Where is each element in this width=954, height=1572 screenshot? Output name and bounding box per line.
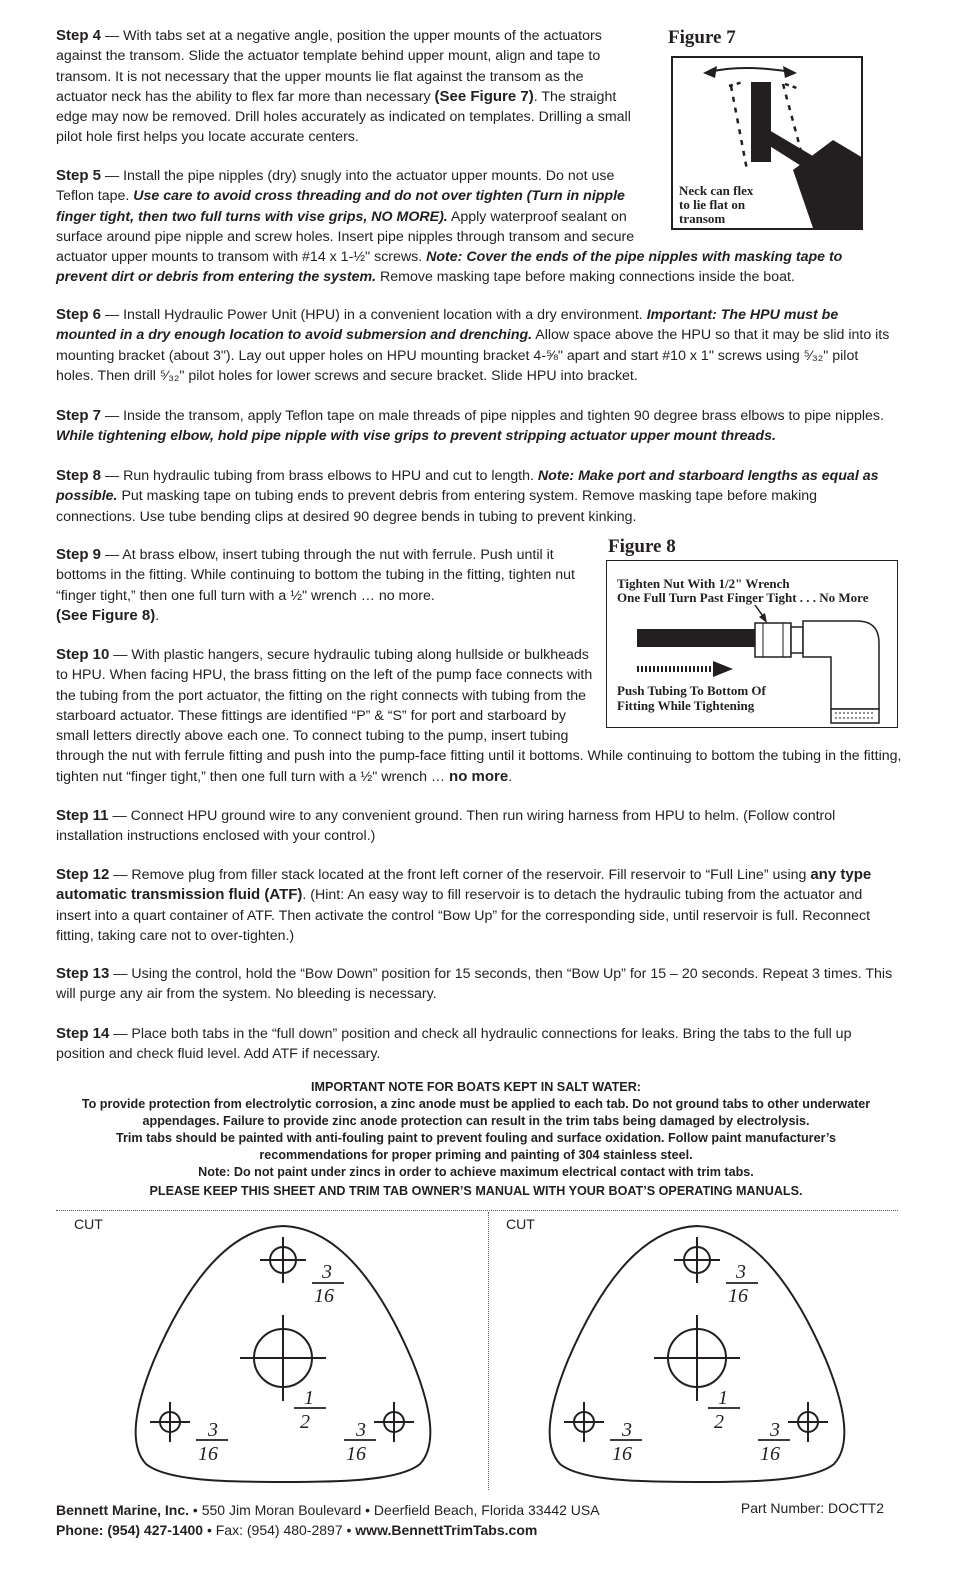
- step-14: [56, 1024, 894, 1065]
- step-13: [56, 964, 894, 1005]
- figure-8-bottom-caption-1: Push Tubing To Bottom Of: [617, 683, 766, 698]
- step-text: any type automatic transmission fluid (ATF): [56, 866, 872, 904]
- left-size-num: 3: [622, 1419, 632, 1441]
- right-size-num: 3: [356, 1419, 366, 1441]
- phone-number: Phone: (954) 427-1400: [56, 1522, 204, 1538]
- center-size-num: 1: [304, 1387, 314, 1409]
- step-text: (See Figure 8): [56, 606, 156, 624]
- footer-address-line: [56, 1500, 600, 1520]
- note-line-1: IMPORTANT NOTE FOR BOATS KEPT IN SALT WATER:: [311, 1080, 641, 1094]
- step-text: Allow space above the HPU so that it may be slid into its mounting bracket (about 3"). Lay out upper holes on HPU mounting bracket 4-⅝" apart and start #10 x 1" screws using ⁵⁄₃₂" pilot holes. Then drill ⁵⁄₃₂" pilot holes for lower screws and secure bracket. Slide HPU into bracket.: [56, 327, 890, 384]
- figure-7-caption-2: to lie flat on: [679, 197, 746, 212]
- step-label: Step 13: [56, 965, 110, 982]
- salt-water-note: [40, 1079, 912, 1200]
- note-line-5: recommendations for proper priming and painting of 304 stainless steel.: [259, 1148, 693, 1162]
- step-text: . (Hint: An easy way to fill reservoir is to detach the hydraulic tubing from the actuator and insert into a quart container of ATF. Then activate the control “Bow Up” for the corresponding side, until reservoir is full. Reconnect fitting, taking care not to over-tighten.): [56, 887, 871, 944]
- step-text: . The straight edge may now be removed. Drill holes accurately as indicated on templates. Drilling a small pilot hole first helps you locate accurate centers.: [56, 88, 631, 146]
- step-label: Step 9: [56, 546, 102, 563]
- drill-template-left: [130, 1220, 440, 1489]
- step-text: — Using the control, hold the “Bow Down” position for 15 seconds, then “Bow Up” for 15 – 20 seconds. Repeat 3 times. This will purge any air from the system. No bleeding is necessary.: [56, 966, 893, 1003]
- note-line-4: Trim tabs should be painted with anti-fouling paint to prevent fouling and surface oxidation. Follow paint manufacturer’s: [116, 1131, 836, 1145]
- step-4: [56, 26, 638, 148]
- step-text: (See Figure 7): [434, 87, 534, 105]
- left-size-den: 16: [612, 1443, 632, 1465]
- step-text: Note: Make port and starboard lengths as equal as possible.: [56, 468, 879, 505]
- step-text: — With plastic hangers, secure hydraulic tubing along hullside or bulkheads to HPU. When facing HPU, the brass fitting on the left of the pump face connects with the tubing from the port actuator, the fitting on the right connects with tubing from the starboard actuator. These fittings are identified “P” & “S” for port and starboard by small letters directly above each one. To connect tubing to the pump, insert tubing through the nut with ferrule fitting and push into the pump-face fitting until it bottoms. While continuing to bottom the tubing in the fitting, tighten nut “finger tight,” then one full turn with a ½" wrench …: [56, 647, 902, 785]
- figure-8-bottom-caption-2: Fitting While Tightening: [617, 698, 755, 713]
- step-label: Step 10: [56, 646, 110, 663]
- step-text: Note: Cover the ends of the pipe nipples with masking tape to prevent dirt or debris from entering the system.: [56, 249, 843, 286]
- step-text: no more: [449, 767, 509, 785]
- figure-8-illustration: [606, 560, 898, 728]
- step-text: — Inside the transom, apply Teflon tape on male threads of pipe nipples and tighten 90 degree brass elbows to pipe nipples.: [101, 408, 884, 424]
- cut-line-horizontal: [56, 1210, 898, 1211]
- left-size-den: 16: [198, 1443, 218, 1465]
- hole-right: [374, 1402, 414, 1442]
- step-text: Use care to avoid cross threading and do not over tighten (Turn in nipple finger tight, then two full turns with vise grips, NO MORE).: [56, 188, 625, 225]
- step-label: Step 11: [56, 807, 109, 824]
- footer-contact-line: [56, 1520, 537, 1540]
- website-link[interactable]: www.BennettTrimTabs.com: [355, 1522, 538, 1538]
- step-text: Apply waterproof sealant on surface around pipe nipple and screw holes. Insert pipe nipples through transom and secure actuator upper mounts to transom with #14 x 1-½" screws.: [56, 208, 635, 266]
- step-text: — Connect HPU ground wire to any convenient ground. Then run wiring harness from HPU to helm. (Follow control installation instructions enclosed with your control.): [56, 808, 836, 845]
- figure-8-top-caption-1: Tighten Nut With 1/2" Wrench: [617, 576, 790, 591]
- step-text: — With tabs set at a negative angle, position the upper mounts of the actuators against the transom. Slide the actuator template behind upper mount, align and tape to transom. It is not necessary that the upper mounts lie flat against the transom as the actuator neck has the ability to flex far more than necessary: [56, 28, 602, 105]
- step-12: [56, 865, 894, 946]
- step-11: [56, 806, 894, 847]
- note-line-3: appendages. Failure to provide zinc anode protection can result in the trim tabs being damaged by electrolysis.: [142, 1114, 810, 1128]
- part-number: Part Number: DOCTT2: [740, 1500, 884, 1516]
- right-size-den: 16: [760, 1443, 780, 1465]
- actuator-flex-diagram: [673, 58, 861, 228]
- figure-7-title: Figure 7: [668, 27, 736, 48]
- drill-template-right: [544, 1220, 854, 1489]
- step-label: Step 7: [56, 407, 102, 424]
- cut-label-right: CUT: [506, 1216, 535, 1232]
- right-size-den: 16: [346, 1443, 366, 1465]
- step-8: [56, 466, 894, 527]
- right-size-num: 3: [770, 1419, 780, 1441]
- company-address: • 550 Jim Moran Boulevard • Deerfield Beach, Florida 33442 USA: [189, 1502, 600, 1518]
- step-text: Important: The HPU must be mounted in a dry enough location to avoid submersion and drenching.: [56, 307, 839, 344]
- center-size-den: 2: [714, 1411, 724, 1433]
- step-text: Remove masking tape before making connections inside the boat.: [376, 269, 795, 286]
- top-size-den: 16: [314, 1285, 334, 1307]
- step-text: While tightening elbow, hold pipe nipple with vise grips to prevent stripping actuator upper mount threads.: [56, 428, 776, 445]
- hole-top: [674, 1237, 720, 1283]
- step-label: Step 12: [56, 866, 110, 883]
- note-line-2: To provide protection from electrolytic corrosion, a zinc anode must be applied to each tab. Do not ground tabs to other underwater: [81, 1097, 871, 1111]
- cut-label-left: CUT: [74, 1216, 103, 1232]
- step-9: [56, 545, 588, 626]
- step-label: Step 14: [56, 1025, 110, 1042]
- cut-line-vertical: [488, 1212, 489, 1490]
- step-text: — Run hydraulic tubing from brass elbows to HPU and cut to length.: [101, 468, 538, 484]
- step-text: — Remove plug from filler stack located at the front left corner of the reservoir. Fill reservoir to “Full Line” using: [109, 867, 811, 883]
- hole-right: [788, 1402, 828, 1442]
- fitting-diagram: [607, 561, 897, 727]
- figure-7-caption-3: transom: [679, 211, 726, 226]
- figure-8-title: Figure 8: [608, 536, 676, 557]
- top-size-den: 16: [728, 1285, 748, 1307]
- step-label: Step 4: [56, 27, 102, 44]
- center-size-num: 1: [718, 1387, 728, 1409]
- note-line-6: Note: Do not paint under zincs in order to achieve maximum electrical contact with trim tabs.: [198, 1165, 754, 1179]
- step-label: Step 6: [56, 306, 102, 323]
- step-text: .: [508, 768, 513, 785]
- left-size-num: 3: [208, 1419, 218, 1441]
- top-size-num: 3: [736, 1261, 746, 1283]
- step-text: Put masking tape on tubing ends to prevent debris from entering system. Remove masking tape before making connections. Use tube bending clips at desired 90 degree bends in tubing to prevent kinking.: [56, 488, 817, 525]
- hole-top: [260, 1237, 306, 1283]
- hole-left: [150, 1402, 190, 1442]
- note-line-7: PLEASE KEEP THIS SHEET AND TRIM TAB OWNER’S MANUAL WITH YOUR BOAT’S OPERATING MANUALS.: [149, 1184, 803, 1198]
- figure-8-top-caption-2: One Full Turn Past Finger Tight . . . No More: [617, 590, 869, 605]
- fax-number: • Fax: (954) 480-2897 •: [203, 1522, 356, 1538]
- step-7: [56, 406, 894, 447]
- step-label: Step 8: [56, 467, 102, 484]
- company-name: Bennett Marine, Inc.: [56, 1502, 190, 1518]
- step-text: .: [155, 607, 160, 624]
- step-text: — Install Hydraulic Power Unit (HPU) in a convenient location with a dry environment.: [101, 307, 647, 323]
- hole-left: [564, 1402, 604, 1442]
- step-label: Step 5: [56, 167, 102, 184]
- top-size-num: 3: [322, 1261, 332, 1283]
- figure-7-illustration: [671, 56, 863, 230]
- step-text: — Install the pipe nipples (dry) snugly into the actuator upper mounts. Do not use Teflon tape.: [56, 168, 615, 205]
- figure-7-caption-1: Neck can flex: [679, 183, 754, 198]
- step-text: — Place both tabs in the “full down” position and check all hydraulic connections for leaks. Bring the tabs to the full up position and check fluid level. Add ATF if necessary.: [56, 1026, 852, 1063]
- center-size-den: 2: [300, 1411, 310, 1433]
- step-6: [56, 305, 894, 386]
- step-text: — At brass elbow, insert tubing through the nut with ferrule. Push until it bottoms in the fitting. While continuing to bottom the tubing in the fitting, tighten nut “finger tight,” then one full turn with a ½" wrench … no more.: [56, 547, 575, 604]
